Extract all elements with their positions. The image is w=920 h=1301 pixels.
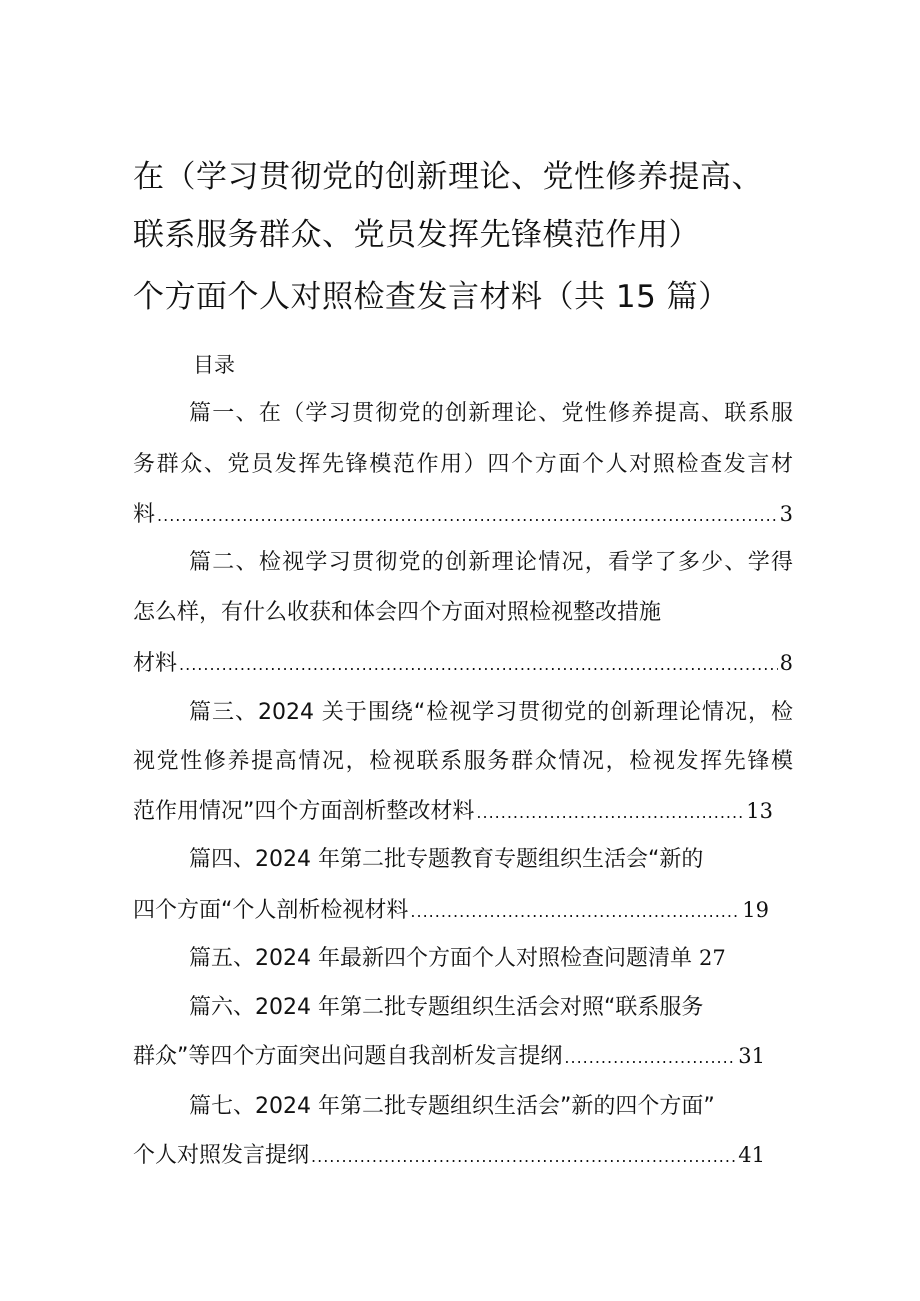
toc-entry-6-line-1[interactable]: 篇六、2024 年第二批专题组织生活会对照“联系服务 [189, 995, 704, 1020]
toc-entry-1-text: 料 [133, 502, 156, 527]
toc-entry-7-line-1[interactable]: 篇七、2024 年第二批专题组织生活会”新的四个方面” [189, 1094, 715, 1119]
toc-entry-3-line-1[interactable]: 篇三、2024 关于围绕“检视学习贯彻党的创新理论情况，检 [189, 700, 793, 725]
toc-entry-3-page: 13 [746, 799, 773, 823]
toc-entry-5[interactable] [189, 942, 793, 975]
document-title-line-1: 在（学习贯彻党的创新理论、党性修养提高、 [133, 159, 763, 195]
document-title-line-3: 个方面个人对照检查发言材料（共 15 篇） [133, 279, 730, 315]
toc-entry-4-text: 四个方面“个人剖析检视材料 [133, 898, 409, 923]
toc-entry-1-line-3[interactable] [133, 498, 793, 532]
toc-entry-1-line-1[interactable]: 篇一、在（学习贯彻党的创新理论、党性修养提高、联系服 [189, 401, 793, 426]
toc-heading: 目录 [193, 353, 235, 377]
toc-entry-2-line-1[interactable]: 篇二、检视学习贯彻党的创新理论情况，看学了多少、学得 [189, 550, 793, 575]
toc-entry-6-text: 群众”等四个方面突出问题自我剖析发言提纲 [133, 1044, 563, 1069]
toc-entry-5-text: 篇五、2024 年最新四个方面个人对照检查问题清单 [189, 946, 692, 971]
document-title-line-2: 联系服务群众、党员发挥先锋模范作用） [133, 217, 700, 253]
toc-entry-4-line-2[interactable] [133, 894, 769, 928]
toc-entry-2-text: 材料 [133, 651, 178, 676]
toc-entry-1-line-2[interactable]: 务群众、党员发挥先锋模范作用）四个方面个人对照检查发言材 [133, 452, 793, 477]
dot-leader [564, 1042, 736, 1074]
toc-entry-2-line-3[interactable] [133, 647, 793, 681]
dot-leader [157, 500, 778, 532]
toc-entry-2-line-2[interactable]: 怎么样，有什么收获和体会四个方面对照检视整改措施 [133, 600, 662, 625]
toc-entry-6-page: 31 [738, 1044, 765, 1068]
toc-entry-3-text: 范作用情况”四个方面剖析整改材料 [133, 799, 475, 824]
toc-entry-4-line-1[interactable]: 篇四、2024 年第二批专题教育专题组织生活会“新的 [189, 847, 704, 872]
toc-entry-4-page: 19 [742, 898, 769, 922]
toc-entry-7-page: 41 [738, 1143, 765, 1167]
toc-entry-5-page: 27 [698, 946, 726, 970]
toc-entry-7-text: 个人对照发言提纲 [133, 1143, 310, 1168]
dot-leader [476, 797, 744, 829]
toc-entry-1-page: 3 [779, 502, 793, 526]
toc-entry-6-line-2[interactable] [133, 1040, 765, 1074]
toc-entry-2-page: 8 [779, 651, 793, 675]
dot-leader [311, 1141, 736, 1173]
toc-entry-7-line-2[interactable] [133, 1139, 765, 1173]
toc-entry-3-line-3[interactable] [133, 795, 773, 829]
dot-leader [179, 649, 778, 681]
toc-entry-3-line-2[interactable]: 视党性修养提高情况，检视联系服务群众情况，检视发挥先锋模 [133, 749, 793, 774]
dot-leader [410, 896, 740, 928]
